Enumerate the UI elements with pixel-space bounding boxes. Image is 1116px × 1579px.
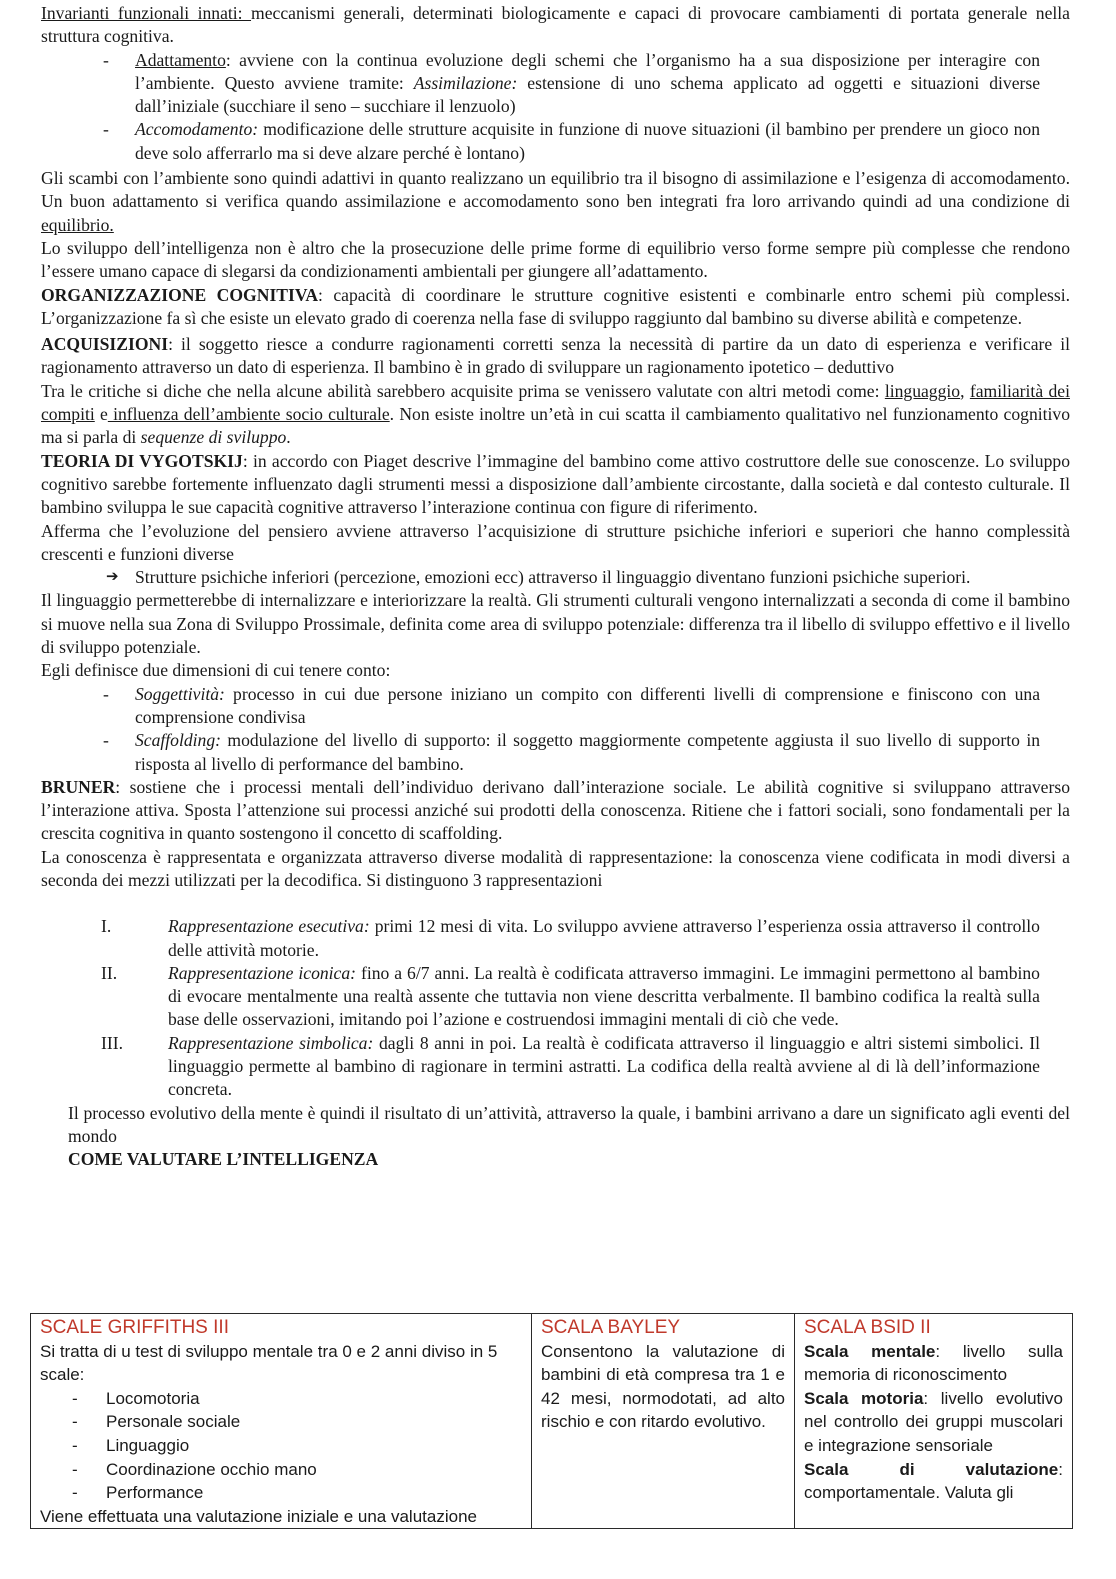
scales-table xyxy=(30,1313,1073,1529)
list-item: - Linguaggio xyxy=(72,1435,190,1455)
cell-bsid xyxy=(795,1314,1073,1529)
paragraph-invarianti: Invarianti funzionali innati: meccanismi generali, determinati biologicamente e capaci di provocare cambiamenti di portata generale nella struttura cognitiva. xyxy=(41,3,1070,47)
paragraph-conoscenza: La conoscenza è rappresentata e organizzata attraverso diverse modalità di rappresentazione: la conoscenza viene codificata in modi diversi a seconda dei mezzi utilizzati per la decodifica. Si distinguono 3 rappresentazioni xyxy=(41,846,1070,890)
paragraph-processo: Il processo evolutivo della mente è quindi il risultato di un’attività, attraverso la quale, i bambini arrivano a dare un significato agli eventi del mondo xyxy=(68,1102,1070,1146)
cell-griffiths xyxy=(31,1314,532,1529)
paragraph-linguaggio: Il linguaggio permetterebbe di internalizzare e interiorizzare la realtà. Gli strumenti culturali vengono internalizzati a seconda di come il bambino si muove nella sua Zona di Sviluppo Prossimale, definita come area di sviluppo potenziale: differenza tra il libello di sviluppo effettivo e il livello di sviluppo potenziale. xyxy=(41,590,1070,658)
list-item-adattamento: - Adattamento: avviene con la continua evoluzione degli schemi che l’organismo ha a sua disposizione per interagire con l’ambiente. Questo avviene tramite: Assimilazione: estensione di uno schema applicato ad oggetti e situazioni diverse dall’iniziale (succhiare il seno – succhiare il lenzuolo) xyxy=(103,49,1041,117)
list-item-soggettivita: - Soggettività: processo in cui due persone iniziano un compito con differenti livelli di comprensione e finiscono con una comprensione condivisa xyxy=(103,683,1040,727)
bsid-mentale: Scala mentale: livello sulla memoria di riconoscimento xyxy=(804,1341,1063,1385)
paragraph-sviluppo: Lo sviluppo dell’intelligenza non è altro che la prosecuzione delle prime forme di equilibrio verso forme sempre più complesse che rendono l’essere umano capace di slegarsi da condizionamenti ambientali per giungere all’adattamento. xyxy=(41,237,1070,282)
bayley-title: SCALA BAYLEY xyxy=(541,1317,681,1338)
paragraph-organizzazione: ORGANIZZAZIONE COGNITIVA: capacità di coordinare le strutture cognitive esistenti e combinarle entro schemi più complessi. L’organizzazione fa sì che esiste un elevato grado di coerenza nella fase di sviluppo raggiunto dal bambino su diverse abilità e competenze. xyxy=(41,284,1070,328)
paragraph-critiche: Tra le critiche si diche che nella alcune abilità sarebbero acquisite prima se venissero valutate con altri metodi come: linguaggio, familiarità dei compiti e influenza dell’ambiente socio culturale. Non esiste inoltre un’età in cui scatta il cambiamento qualitativo nel funzionamento cognitivo ma si parla di sequenze di sviluppo. xyxy=(41,380,1071,448)
list-item-accomodamento: - Accomodamento: modificazione delle strutture acquisite in funzione di nuove situazioni (il bambino per prendere un gioco non deve solo afferrarlo ma si deve alzare perché è lontano) xyxy=(103,119,1040,163)
bsid-motoria: Scala motoria: livello evolutivo nel controllo dei gruppi muscolari e integrazione sensoriale xyxy=(804,1388,1063,1455)
list-item: - Locomotoria xyxy=(72,1388,200,1408)
griffiths-tail: Viene effettuata una valutazione iniziale e una valutazione xyxy=(40,1506,477,1526)
griffiths-title: SCALE GRIFFITHS III xyxy=(40,1317,229,1338)
paragraph-bruner: BRUNER: sostiene che i processi mentali dell’individuo derivano dall’interazione sociale. Le abilità cognitive si sviluppano attraverso l’interazione attiva. Sposta l’attenzione sui processi anziché sui prodotti della conoscenza. Ritiene che i fattori sociali, sono fondamentali per la crescita cognitiva in quanto sostengono il concetto di scaffolding. xyxy=(41,776,1070,844)
list-item: - Coordinazione occhio mano xyxy=(72,1459,317,1479)
arrow-right-icon: ➔ xyxy=(106,569,119,586)
list-item-scaffolding: - Scaffolding: modulazione del livello di supporto: il soggetto maggiormente competente aggiusta il suo livello di supporto in risposta al livello di performance del bambino. xyxy=(103,730,1040,774)
bsid-valutazione: Scala di valutazione: comportamentale. Valuta gli xyxy=(804,1459,1063,1503)
list-item-rappresentazione-1: I. Rappresentazione esecutiva: primi 12 mesi di vita. Lo sviluppo avviene attraverso l’esperienza ossia attraverso il controllo delle attività motorie. xyxy=(101,916,1040,960)
list-item: - Performance xyxy=(72,1483,204,1503)
griffiths-intro: Si tratta di u test di sviluppo mentale tra 0 e 2 anni diviso in 5 scale: xyxy=(40,1341,498,1385)
bayley-text: Consentono la valutazione di bambini di età compresa tra 1 e 42 mesi, normodotati, ad alto rischio e con ritardo evolutivo. xyxy=(541,1341,785,1432)
bsid-title: SCALA BSID II xyxy=(804,1317,931,1338)
paragraph-acquisizioni: ACQUISIZIONI: il soggetto riesce a condurre ragionamenti corretti senza la necessità di partire da un dato di esperienza e verificare il ragionamento attraverso un dato di esperienza. Il bambino è in grado di sviluppare un ragionamento ipotetico – deduttivo xyxy=(41,334,1070,378)
document-page xyxy=(41,2,1070,1172)
paragraph-afferma: Afferma che l’evoluzione del pensiero avviene attraverso l’acquisizione di strutture psichiche inferiori e superiori che hanno complessità crescenti e funzioni diverse xyxy=(41,520,1070,564)
invarianti-label: Invarianti funzionali innati: xyxy=(41,3,252,23)
list-item-rappresentazione-2: II. Rappresentazione iconica: fino a 6/7 anni. La realtà è codificata attraverso immagini. Le immagini permettono al bambino di evocare mentalmente una realtà assente che tuttavia non viene descritta verbalmente. Il bambino codifica la realtà sulla base delle osservazioni, imitando poi l’azione e costruendosi immagini mentali di ciò che vede. xyxy=(101,962,1040,1030)
paragraph-dimensioni: Egli definisce due dimensioni di cui tenere conto: xyxy=(41,660,391,681)
cell-bayley xyxy=(532,1314,795,1529)
list-item-arrow: ➔ Strutture psichiche inferiori (percezione, emozioni ecc) attraverso il linguaggio diventano funzioni psichiche superiori. xyxy=(106,566,1040,589)
heading-valutare: COME VALUTARE L’INTELLIGENZA xyxy=(68,1149,379,1170)
griffiths-list xyxy=(40,1387,522,1505)
list-item: - Personale sociale xyxy=(72,1412,241,1432)
paragraph-vygotskij: TEORIA DI VYGOTSKIJ: in accordo con Piaget descrive l’immagine del bambino come attivo costruttore delle sue conoscenze. Lo sviluppo cognitivo sarebbe fortemente influenzato dagli strumenti messi a disposizione dall’ambiente circostante, dalla società e dal contesto culturale. Il bambino sviluppa le sue capacità cognitive attraverso l’interazione continua con figure di riferimento. xyxy=(41,450,1070,518)
list-item-rappresentazione-3: III. Rappresentazione simbolica: dagli 8 anni in poi. La realtà è codificata attraverso il linguaggio e altri sistemi simbolici. Il linguaggio permette al bambino di ragionare in termini astratti. La codifica della realtà avviene al di là dell’informazione concreta. xyxy=(101,1032,1040,1100)
paragraph-scambi: Gli scambi con l’ambiente sono quindi adattivi in quanto realizzano un equilibrio tra il bisogno di assimilazione e l’esigenza di accomodamento. Un buon adattamento si verifica quando assimilazione e accomodamento sono ben integrati fra loro arrivando quindi ad una condizione di equilibrio. xyxy=(41,168,1070,235)
